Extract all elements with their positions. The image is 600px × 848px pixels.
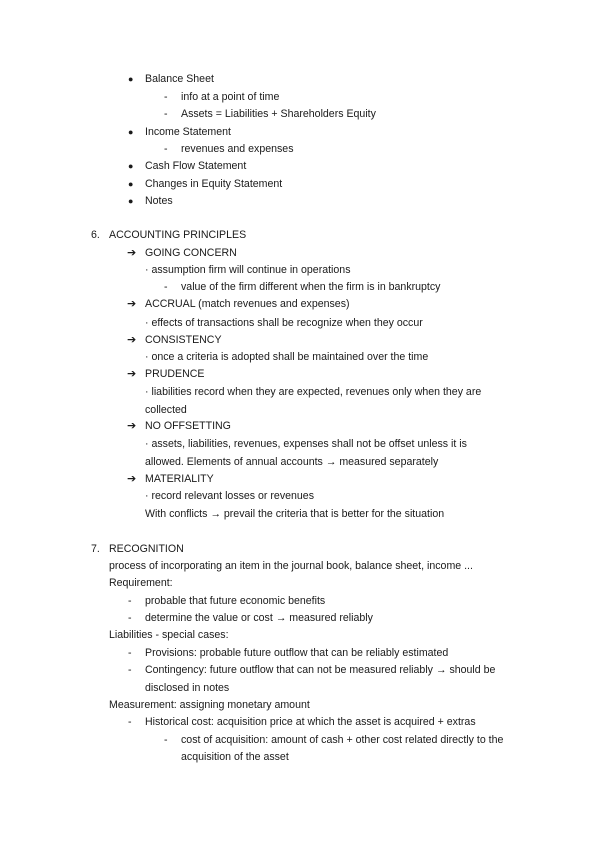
principle-sub-item: value of the firm different when the firm is in bankruptcy bbox=[181, 281, 441, 293]
sub-item-info-point-in-time: info at a point of time bbox=[181, 91, 280, 103]
requirement-item: probable that future economic benefits bbox=[145, 595, 326, 607]
list-item-equity: Changes in Equity Statement bbox=[145, 178, 283, 190]
principle-description: · once a criteria is adopted shall be maintained over the time bbox=[145, 351, 429, 363]
list-item-cash-flow: Cash Flow Statement bbox=[145, 160, 247, 172]
bullet-icon: ● bbox=[128, 161, 134, 171]
principle-description: · liabilities record when they are expected, revenues only when they are bbox=[145, 386, 482, 398]
principle-going-concern: GOING CONCERN bbox=[145, 247, 237, 259]
subheading-measurement: Measurement: assigning monetary amount bbox=[109, 699, 310, 711]
dash-icon: - bbox=[164, 143, 168, 155]
list-item-balance-sheet: Balance Sheet bbox=[145, 73, 214, 85]
section-number: 7. bbox=[91, 543, 100, 555]
sub-item-accounting-equation: Assets = Liabilities + Shareholders Equity bbox=[181, 108, 376, 120]
section-title-recognition: RECOGNITION bbox=[109, 543, 184, 555]
measurement-sub-item-cont: acquisition of the asset bbox=[181, 751, 289, 763]
arrow-icon: ➔ bbox=[127, 368, 137, 380]
list-item-income-statement: Income Statement bbox=[145, 126, 231, 138]
arrow-icon: ➔ bbox=[127, 334, 137, 346]
principle-description-cont: allowed. Elements of annual accounts → measured separately bbox=[145, 456, 439, 468]
bullet-icon: ● bbox=[128, 74, 134, 84]
liability-case-contingency-cont: disclosed in notes bbox=[145, 682, 230, 694]
dash-icon: - bbox=[128, 716, 132, 728]
principle-consistency: CONSISTENCY bbox=[145, 334, 222, 346]
principle-prudence: PRUDENCE bbox=[145, 368, 205, 380]
dash-icon: - bbox=[164, 281, 168, 293]
liability-case-contingency: Contingency: future outflow that can not be measured reliably → should be bbox=[145, 664, 496, 676]
dash-icon: - bbox=[128, 664, 132, 676]
sub-item-revenues-expenses: revenues and expenses bbox=[181, 143, 294, 155]
principle-description: · assumption firm will continue in operations bbox=[145, 264, 351, 276]
principle-note: With conflicts → prevail the criteria that is better for the situation bbox=[145, 508, 445, 520]
section-intro: process of incorporating an item in the journal book, balance sheet, income ... bbox=[109, 560, 473, 572]
arrow-icon: ➔ bbox=[127, 473, 137, 485]
subheading-liabilities: Liabilities - special cases: bbox=[109, 629, 229, 641]
measurement-sub-item: cost of acquisition: amount of cash + other cost related directly to the bbox=[181, 734, 504, 746]
measurement-historical-cost: Historical cost: acquisition price at which the asset is acquired + extras bbox=[145, 716, 476, 728]
dash-icon: - bbox=[164, 91, 168, 103]
arrow-icon: ➔ bbox=[127, 420, 137, 432]
dash-icon: - bbox=[128, 595, 132, 607]
subheading-requirement: Requirement: bbox=[109, 577, 173, 589]
dash-icon: - bbox=[128, 647, 132, 659]
list-item-notes: Notes bbox=[145, 195, 173, 207]
arrow-icon: ➔ bbox=[127, 247, 137, 259]
bullet-icon: ● bbox=[128, 127, 134, 137]
bullet-icon: ● bbox=[128, 196, 134, 206]
principle-description-cont: collected bbox=[145, 404, 187, 416]
dash-icon: - bbox=[164, 108, 168, 120]
principle-materiality: MATERIALITY bbox=[145, 473, 214, 485]
section-title-accounting-principles: ACCOUNTING PRINCIPLES bbox=[109, 229, 247, 241]
section-number: 6. bbox=[91, 229, 100, 241]
dash-icon: - bbox=[128, 612, 132, 624]
dash-icon: - bbox=[164, 734, 168, 746]
principle-accrual: ACCRUAL (match revenues and expenses) bbox=[145, 298, 350, 310]
principle-description: · record relevant losses or revenues bbox=[145, 490, 314, 502]
liability-case-provisions: Provisions: probable future outflow that can be reliably estimated bbox=[145, 647, 449, 659]
principle-description: · assets, liabilities, revenues, expenses shall not be offset unless it is bbox=[145, 438, 467, 450]
bullet-icon: ● bbox=[128, 179, 134, 189]
requirement-item: determine the value or cost → measured reliably bbox=[145, 612, 373, 624]
arrow-icon: ➔ bbox=[127, 298, 137, 310]
principle-description: · effects of transactions shall be recognize when they occur bbox=[145, 317, 423, 329]
principle-no-offsetting: NO OFFSETTING bbox=[145, 420, 231, 432]
